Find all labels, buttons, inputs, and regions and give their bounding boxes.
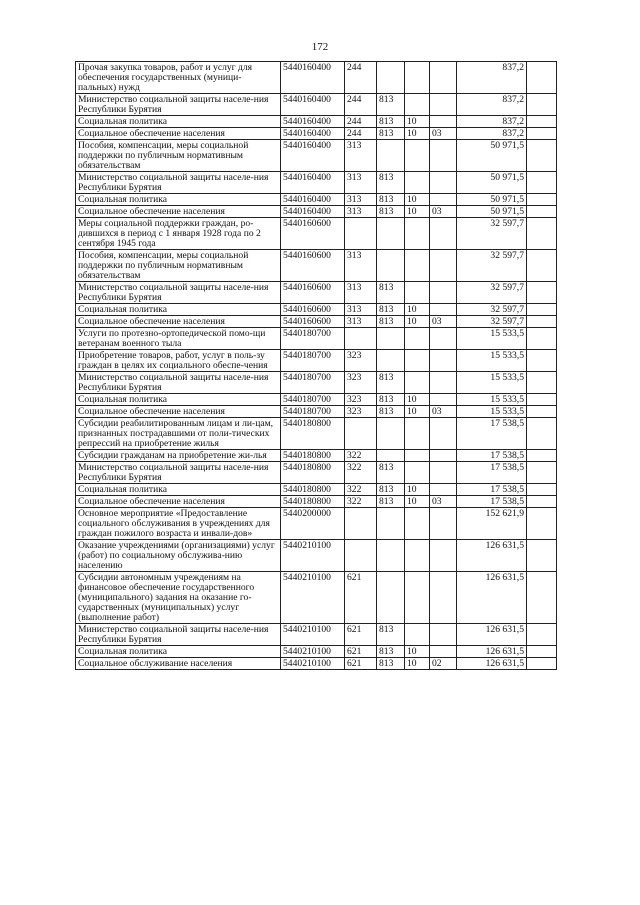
row-amount-cell: 32 597,7 <box>457 250 527 282</box>
row-department-cell <box>377 540 405 572</box>
row-subsection-cell <box>430 624 457 646</box>
row-amount-cell: 15 533,5 <box>457 350 527 372</box>
table-row <box>76 450 557 462</box>
row-department-cell: 813 <box>377 94 405 116</box>
row-expense-type-cell: 313 <box>345 282 377 304</box>
row-amount-cell: 32 597,7 <box>457 218 527 250</box>
row-department-cell: 813 <box>377 128 405 140</box>
row-section-cell: 10 <box>405 304 430 316</box>
row-subsection-cell <box>430 116 457 128</box>
row-section-cell: 10 <box>405 128 430 140</box>
row-expense-type-cell: 313 <box>345 172 377 194</box>
row-name-cell: Социальная политика <box>76 304 281 316</box>
row-section-cell <box>405 508 430 540</box>
table-row <box>76 172 557 194</box>
row-section-cell <box>405 372 430 394</box>
table-row <box>76 372 557 394</box>
row-code-cell: 5440180700 <box>281 350 345 372</box>
row-department-cell <box>377 250 405 282</box>
row-department-cell: 813 <box>377 484 405 496</box>
table-row <box>76 218 557 250</box>
row-expense-type-cell: 323 <box>345 350 377 372</box>
row-subsection-cell <box>430 172 457 194</box>
row-expense-type-cell: 621 <box>345 572 377 624</box>
table-row <box>76 94 557 116</box>
row-amount-cell: 32 597,7 <box>457 316 527 328</box>
table-row <box>76 128 557 140</box>
row-name-cell: Министерство социальной защиты населе-ния Республики Бурятия <box>76 372 281 394</box>
table-row <box>76 540 557 572</box>
row-code-cell: 5440180700 <box>281 406 345 418</box>
row-amount-cell: 50 971,5 <box>457 172 527 194</box>
row-name-cell: Социальное обеспечение населения <box>76 406 281 418</box>
row-subsection-cell <box>430 282 457 304</box>
row-empty-cell <box>527 418 557 450</box>
row-expense-type-cell: 323 <box>345 372 377 394</box>
row-code-cell: 5440210100 <box>281 572 345 624</box>
row-section-cell <box>405 62 430 94</box>
table-row <box>76 406 557 418</box>
row-name-cell: Субсидии гражданам на приобретение жи-лья <box>76 450 281 462</box>
row-empty-cell <box>527 206 557 218</box>
row-section-cell: 10 <box>405 658 430 670</box>
row-section-cell <box>405 450 430 462</box>
row-section-cell: 10 <box>405 194 430 206</box>
budget-table-body <box>76 62 557 670</box>
table-row <box>76 116 557 128</box>
row-department-cell: 813 <box>377 496 405 508</box>
row-name-cell: Пособия, компенсации, меры социальной поддержки по публичным нормативным обязательствам <box>76 250 281 282</box>
row-section-cell <box>405 350 430 372</box>
row-department-cell <box>377 508 405 540</box>
row-section-cell <box>405 218 430 250</box>
row-amount-cell: 15 533,5 <box>457 328 527 350</box>
row-department-cell <box>377 140 405 172</box>
row-subsection-cell: 03 <box>430 406 457 418</box>
table-row <box>76 658 557 670</box>
row-name-cell: Меры социальной поддержки граждан, ро-дившихся в период с 1 января 1928 года по 2 сентября 1945 года <box>76 218 281 250</box>
row-amount-cell: 126 631,5 <box>457 572 527 624</box>
row-empty-cell <box>527 540 557 572</box>
row-subsection-cell <box>430 646 457 658</box>
table-row <box>76 140 557 172</box>
row-code-cell: 5440160400 <box>281 94 345 116</box>
row-expense-type-cell: 621 <box>345 658 377 670</box>
row-department-cell <box>377 350 405 372</box>
row-code-cell: 5440210100 <box>281 540 345 572</box>
row-subsection-cell <box>430 62 457 94</box>
row-name-cell: Услуги по протезно-ортопедической помо-щи ветеранам военного тыла <box>76 328 281 350</box>
row-empty-cell <box>527 304 557 316</box>
row-name-cell: Социальное обеспечение населения <box>76 496 281 508</box>
row-subsection-cell <box>430 540 457 572</box>
table-row <box>76 250 557 282</box>
row-empty-cell <box>527 116 557 128</box>
row-section-cell <box>405 172 430 194</box>
row-code-cell: 5440160600 <box>281 250 345 282</box>
row-code-cell: 5440160600 <box>281 304 345 316</box>
row-section-cell <box>405 418 430 450</box>
budget-table <box>75 61 557 670</box>
row-code-cell: 5440180700 <box>281 328 345 350</box>
row-code-cell: 5440180800 <box>281 496 345 508</box>
row-empty-cell <box>527 450 557 462</box>
row-code-cell: 5440160400 <box>281 128 345 140</box>
row-expense-type-cell <box>345 418 377 450</box>
row-section-cell: 10 <box>405 394 430 406</box>
row-department-cell <box>377 328 405 350</box>
row-name-cell: Социальная политика <box>76 394 281 406</box>
row-expense-type-cell: 313 <box>345 304 377 316</box>
row-expense-type-cell: 313 <box>345 140 377 172</box>
row-subsection-cell <box>430 572 457 624</box>
row-code-cell: 5440160600 <box>281 282 345 304</box>
row-subsection-cell <box>430 418 457 450</box>
row-subsection-cell <box>430 140 457 172</box>
row-amount-cell: 32 597,7 <box>457 304 527 316</box>
row-department-cell: 813 <box>377 206 405 218</box>
row-section-cell <box>405 462 430 484</box>
row-amount-cell: 50 971,5 <box>457 140 527 172</box>
row-name-cell: Социальная политика <box>76 116 281 128</box>
row-expense-type-cell: 313 <box>345 206 377 218</box>
row-code-cell: 5440160400 <box>281 172 345 194</box>
row-section-cell <box>405 140 430 172</box>
row-amount-cell: 17 538,5 <box>457 496 527 508</box>
row-expense-type-cell: 313 <box>345 194 377 206</box>
row-empty-cell <box>527 350 557 372</box>
row-empty-cell <box>527 372 557 394</box>
row-section-cell <box>405 540 430 572</box>
row-empty-cell <box>527 406 557 418</box>
row-department-cell: 813 <box>377 646 405 658</box>
row-amount-cell: 152 621,9 <box>457 508 527 540</box>
row-subsection-cell <box>430 350 457 372</box>
row-name-cell: Министерство социальной защиты населе-ния Республики Бурятия <box>76 94 281 116</box>
row-amount-cell: 17 538,5 <box>457 462 527 484</box>
row-amount-cell: 17 538,5 <box>457 484 527 496</box>
row-code-cell: 5440180800 <box>281 484 345 496</box>
row-empty-cell <box>527 658 557 670</box>
row-amount-cell: 126 631,5 <box>457 658 527 670</box>
row-expense-type-cell: 322 <box>345 484 377 496</box>
table-row <box>76 328 557 350</box>
row-empty-cell <box>527 572 557 624</box>
row-department-cell: 813 <box>377 394 405 406</box>
row-subsection-cell <box>430 94 457 116</box>
table-row <box>76 394 557 406</box>
row-code-cell: 5440160400 <box>281 194 345 206</box>
row-amount-cell: 32 597,7 <box>457 282 527 304</box>
row-amount-cell: 15 533,5 <box>457 394 527 406</box>
row-name-cell: Министерство социальной защиты населе-ния Республики Бурятия <box>76 462 281 484</box>
row-empty-cell <box>527 328 557 350</box>
row-empty-cell <box>527 496 557 508</box>
row-name-cell: Социальное обеспечение населения <box>76 206 281 218</box>
row-department-cell: 813 <box>377 116 405 128</box>
row-expense-type-cell: 323 <box>345 394 377 406</box>
row-department-cell: 813 <box>377 172 405 194</box>
row-expense-type-cell: 621 <box>345 646 377 658</box>
row-amount-cell: 126 631,5 <box>457 540 527 572</box>
row-expense-type-cell: 322 <box>345 462 377 484</box>
row-code-cell: 5440210100 <box>281 646 345 658</box>
row-amount-cell: 15 533,5 <box>457 372 527 394</box>
row-name-cell: Социальная политика <box>76 646 281 658</box>
row-expense-type-cell: 621 <box>345 624 377 646</box>
row-amount-cell: 126 631,5 <box>457 646 527 658</box>
table-row <box>76 418 557 450</box>
row-name-cell: Социальное обеспечение населения <box>76 128 281 140</box>
row-section-cell <box>405 624 430 646</box>
row-section-cell: 10 <box>405 646 430 658</box>
row-empty-cell <box>527 94 557 116</box>
row-subsection-cell <box>430 462 457 484</box>
row-expense-type-cell: 244 <box>345 116 377 128</box>
table-row <box>76 206 557 218</box>
row-subsection-cell: 03 <box>430 316 457 328</box>
row-amount-cell: 50 971,5 <box>457 194 527 206</box>
table-row <box>76 62 557 94</box>
row-name-cell: Прочая закупка товаров, работ и услуг для обеспечения государственных (муници-пальных) нужд <box>76 62 281 94</box>
row-section-cell <box>405 94 430 116</box>
table-row <box>76 282 557 304</box>
row-department-cell: 813 <box>377 316 405 328</box>
row-department-cell: 813 <box>377 462 405 484</box>
table-row <box>76 646 557 658</box>
row-name-cell: Министерство социальной защиты населе-ния Республики Бурятия <box>76 282 281 304</box>
row-empty-cell <box>527 484 557 496</box>
row-code-cell: 5440180800 <box>281 418 345 450</box>
row-expense-type-cell <box>345 540 377 572</box>
row-code-cell: 5440160600 <box>281 316 345 328</box>
row-expense-type-cell: 244 <box>345 94 377 116</box>
row-amount-cell: 837,2 <box>457 94 527 116</box>
row-subsection-cell <box>430 304 457 316</box>
row-name-cell: Социальное обслуживание населения <box>76 658 281 670</box>
row-expense-type-cell <box>345 508 377 540</box>
row-section-cell: 10 <box>405 206 430 218</box>
row-empty-cell <box>527 282 557 304</box>
row-subsection-cell <box>430 328 457 350</box>
row-department-cell: 813 <box>377 658 405 670</box>
row-amount-cell: 50 971,5 <box>457 206 527 218</box>
row-empty-cell <box>527 218 557 250</box>
row-expense-type-cell: 313 <box>345 250 377 282</box>
row-amount-cell: 17 538,5 <box>457 450 527 462</box>
row-department-cell <box>377 450 405 462</box>
row-expense-type-cell <box>345 218 377 250</box>
row-name-cell: Министерство социальной защиты населе-ния Республики Бурятия <box>76 624 281 646</box>
row-name-cell: Социальное обеспечение населения <box>76 316 281 328</box>
row-subsection-cell: 03 <box>430 496 457 508</box>
row-code-cell: 5440180800 <box>281 462 345 484</box>
row-section-cell: 10 <box>405 116 430 128</box>
row-empty-cell <box>527 316 557 328</box>
table-row <box>76 350 557 372</box>
table-row <box>76 194 557 206</box>
table-row <box>76 624 557 646</box>
row-expense-type-cell <box>345 328 377 350</box>
row-expense-type-cell: 322 <box>345 496 377 508</box>
row-empty-cell <box>527 128 557 140</box>
row-subsection-cell <box>430 508 457 540</box>
row-code-cell: 5440160400 <box>281 116 345 128</box>
row-empty-cell <box>527 462 557 484</box>
row-amount-cell: 17 538,5 <box>457 418 527 450</box>
row-section-cell: 10 <box>405 496 430 508</box>
table-row <box>76 316 557 328</box>
table-row <box>76 304 557 316</box>
page-number: 172 <box>311 41 329 53</box>
row-subsection-cell: 02 <box>430 658 457 670</box>
row-name-cell: Субсидии реабилитированным лицам и ли-цам, признанных пострадавшими от поли-тических репрессий на приобретение жилья <box>76 418 281 450</box>
row-empty-cell <box>527 194 557 206</box>
row-department-cell: 813 <box>377 406 405 418</box>
row-expense-type-cell: 322 <box>345 450 377 462</box>
row-code-cell: 5440160400 <box>281 206 345 218</box>
row-expense-type-cell: 313 <box>345 316 377 328</box>
row-code-cell: 5440160400 <box>281 62 345 94</box>
row-name-cell: Министерство социальной защиты населе-ния Республики Бурятия <box>76 172 281 194</box>
table-row <box>76 484 557 496</box>
row-expense-type-cell: 244 <box>345 62 377 94</box>
row-name-cell: Основное мероприятие «Предоставление социального обслуживания в учреждениях для граждан пожилого возраста и инвали-дов» <box>76 508 281 540</box>
row-section-cell: 10 <box>405 316 430 328</box>
row-expense-type-cell: 323 <box>345 406 377 418</box>
row-name-cell: Социальная политика <box>76 484 281 496</box>
row-section-cell <box>405 282 430 304</box>
row-department-cell: 813 <box>377 624 405 646</box>
row-subsection-cell <box>430 218 457 250</box>
row-amount-cell: 15 533,5 <box>457 406 527 418</box>
row-department-cell <box>377 62 405 94</box>
row-empty-cell <box>527 624 557 646</box>
row-department-cell <box>377 218 405 250</box>
row-section-cell: 10 <box>405 484 430 496</box>
row-amount-cell: 837,2 <box>457 62 527 94</box>
row-code-cell: 5440180700 <box>281 394 345 406</box>
row-code-cell: 5440180700 <box>281 372 345 394</box>
row-code-cell: 5440160400 <box>281 140 345 172</box>
row-expense-type-cell: 244 <box>345 128 377 140</box>
table-row <box>76 462 557 484</box>
row-section-cell: 10 <box>405 406 430 418</box>
row-name-cell: Пособия, компенсации, меры социальной поддержки по публичным нормативным обязательствам <box>76 140 281 172</box>
row-name-cell: Социальная политика <box>76 194 281 206</box>
row-amount-cell: 126 631,5 <box>457 624 527 646</box>
row-subsection-cell: 03 <box>430 206 457 218</box>
row-subsection-cell <box>430 450 457 462</box>
row-empty-cell <box>527 172 557 194</box>
row-section-cell <box>405 572 430 624</box>
row-subsection-cell <box>430 484 457 496</box>
row-code-cell: 5440210100 <box>281 658 345 670</box>
row-department-cell: 813 <box>377 304 405 316</box>
row-name-cell: Приобретение товаров, работ, услуг в поль-зу граждан в целях их социального обеспе-чения <box>76 350 281 372</box>
row-amount-cell: 837,2 <box>457 116 527 128</box>
row-code-cell: 5440200000 <box>281 508 345 540</box>
row-section-cell <box>405 250 430 282</box>
row-department-cell: 813 <box>377 282 405 304</box>
row-code-cell: 5440180800 <box>281 450 345 462</box>
row-department-cell: 813 <box>377 194 405 206</box>
row-department-cell <box>377 572 405 624</box>
row-subsection-cell: 03 <box>430 128 457 140</box>
row-empty-cell <box>527 394 557 406</box>
row-amount-cell: 837,2 <box>457 128 527 140</box>
row-empty-cell <box>527 250 557 282</box>
table-row <box>76 508 557 540</box>
row-department-cell <box>377 418 405 450</box>
table-row <box>76 496 557 508</box>
table-row <box>76 572 557 624</box>
row-code-cell: 5440210100 <box>281 624 345 646</box>
row-empty-cell <box>527 140 557 172</box>
row-subsection-cell <box>430 194 457 206</box>
row-subsection-cell <box>430 372 457 394</box>
row-name-cell: Оказание учреждениями (организациями) услуг (работ) по социальному обслужива-нию населению <box>76 540 281 572</box>
row-subsection-cell <box>430 250 457 282</box>
row-empty-cell <box>527 508 557 540</box>
row-name-cell: Субсидии автономным учреждениям на финансовое обеспечение государственного (муниципального) задания на оказание го-сударственных (муниципальных) услуг (выполнение работ) <box>76 572 281 624</box>
row-department-cell: 813 <box>377 372 405 394</box>
row-empty-cell <box>527 62 557 94</box>
row-section-cell <box>405 328 430 350</box>
row-code-cell: 5440160600 <box>281 218 345 250</box>
row-subsection-cell <box>430 394 457 406</box>
row-empty-cell <box>527 646 557 658</box>
